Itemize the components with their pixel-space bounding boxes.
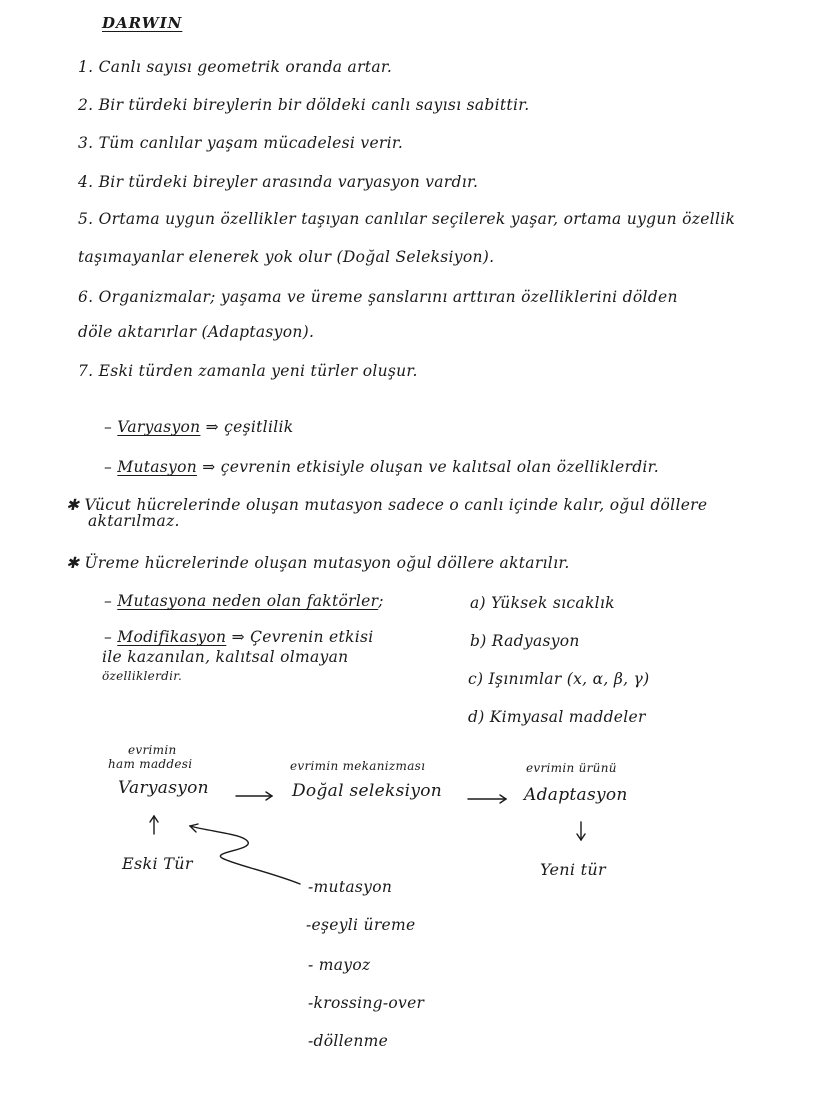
- factor-b: b) Radyasyon: [470, 632, 580, 650]
- principle-4: 4. Bir türdeki bireyler arasında varyasyon vardır.: [78, 173, 479, 191]
- principle-1: 1. Canlı sayısı geometrik oranda artar.: [78, 58, 393, 76]
- modification-line-2: ile kazanılan, kalıtsal olmayan: [102, 648, 349, 666]
- modification-definition: – Modifikasyon ⇒ Çevrenin etkisi: [104, 628, 374, 646]
- mutation-def: ⇒ çevrenin etkisiyle oluşan ve kalıtsal olan özelliklerdir.: [202, 458, 659, 476]
- principle-5: 5. Ortama uygun özellikler taşıyan canlılar seçilerek yaşar, ortama uygun özellik: [78, 210, 736, 228]
- source-sexual-reproduction: -eşeyli üreme: [306, 916, 416, 934]
- modification-term: Modifikasyon: [117, 628, 227, 646]
- note-somatic-cont: aktarılmaz.: [88, 512, 180, 530]
- mutation-definition: – Mutasyon ⇒ çevrenin etkisiyle oluşan ve kalıtsal olan özelliklerdir.: [104, 458, 659, 476]
- raw-material-label-1: evrimin: [128, 743, 177, 757]
- node-new-species: Yeni tür: [540, 860, 606, 879]
- factor-a: a) Yüksek sıcaklık: [470, 594, 615, 612]
- mechanism-label: evrimin mekanizması: [290, 759, 426, 773]
- arrow-sources-to-variation: [190, 824, 300, 884]
- modification-def: ⇒ Çevrenin etkisi: [231, 628, 374, 646]
- page-title: DARWIN: [102, 14, 183, 32]
- variation-def: ⇒ çeşitlilik: [205, 418, 294, 436]
- node-natural-selection: Doğal seleksiyon: [292, 781, 443, 801]
- source-crossing-over: -krossing-over: [308, 994, 425, 1012]
- factor-d: d) Kimyasal maddeler: [468, 708, 646, 726]
- node-variation: Varyasyon: [118, 778, 209, 798]
- factors-label: Mutasyona neden olan faktörler: [117, 592, 379, 610]
- modification-line-3: özelliklerdir.: [102, 669, 183, 683]
- source-meiosis: - mayoz: [308, 956, 371, 974]
- raw-material-label-2: ham maddesi: [108, 757, 193, 771]
- arrow-old-to-variation: [150, 816, 158, 834]
- variation-term: Varyasyon: [117, 418, 201, 436]
- arrow-adaptation-to-new: [577, 822, 585, 840]
- mutation-term: Mutasyon: [117, 458, 198, 476]
- principle-6-cont: döle aktarırlar (Adaptasyon).: [78, 323, 315, 341]
- source-mutation: -mutasyon: [308, 878, 393, 896]
- mutation-factors-heading: – Mutasyona neden olan faktörler;: [104, 592, 384, 610]
- node-old-species: Eski Tür: [122, 854, 193, 873]
- principle-7: 7. Eski türden zamanla yeni türler oluşur.: [78, 362, 418, 380]
- note-somatic: ✱ Vücut hücrelerinde oluşan mutasyon sadece o canlı içinde kalır, oğul döllere: [66, 496, 708, 514]
- source-fertilization: -döllenme: [308, 1032, 389, 1050]
- variation-definition: – Varyasyon ⇒ çeşitlilik: [104, 418, 294, 436]
- principle-3: 3. Tüm canlılar yaşam mücadelesi verir.: [78, 134, 404, 152]
- note-germline: ✱ Üreme hücrelerinde oluşan mutasyon oğul döllere aktarılır.: [66, 554, 570, 572]
- arrow-variation-to-selection: [236, 792, 272, 800]
- product-label: evrimin ürünü: [526, 761, 617, 775]
- arrow-selection-to-adaptation: [468, 795, 506, 803]
- principle-6: 6. Organizmalar; yaşama ve üreme şanslarını arttıran özelliklerini dölden: [78, 288, 678, 306]
- factors-separator: ;: [378, 592, 384, 610]
- factor-c: c) Işınımlar (x, α, β, γ): [468, 670, 650, 688]
- principle-5-cont: taşımayanlar elenerek yok olur (Doğal Seleksiyon).: [78, 248, 495, 266]
- node-adaptation: Adaptasyon: [524, 785, 628, 805]
- principle-2: 2. Bir türdeki bireylerin bir döldeki canlı sayısı sabittir.: [78, 96, 530, 114]
